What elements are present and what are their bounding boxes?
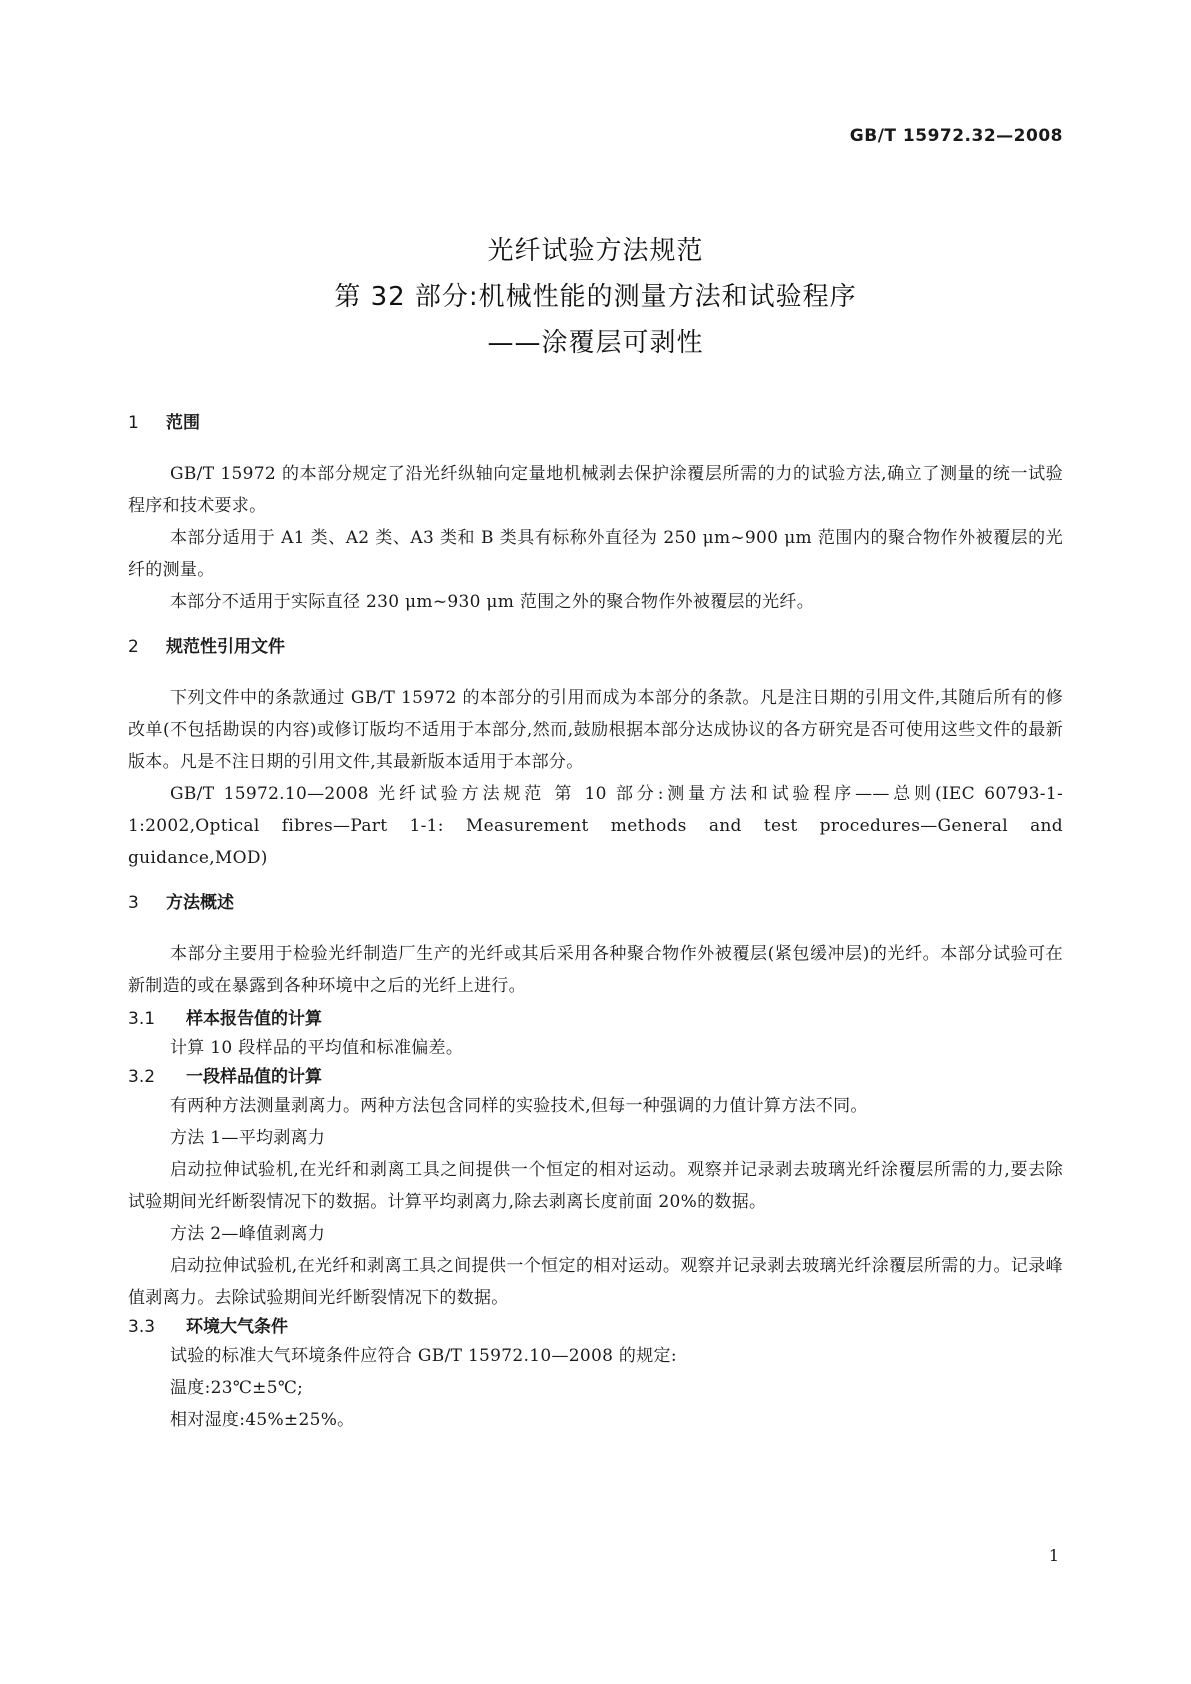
method-2-text: 启动拉伸试验机,在光纤和剥离工具之间提供一个恒定的相对运动。观察并记录剥去玻璃光纤涂覆层所需的力。记录峰值剥离力。去除试验期间光纤断裂情况下的数据。 <box>128 1256 1063 1308</box>
subsection-title: 一段样品值的计算 <box>186 1067 322 1087</box>
method-1-text: 启动拉伸试验机,在光纤和剥离工具之间提供一个恒定的相对运动。观察并记录剥去玻璃光纤涂覆层所需的力,要去除试验期间光纤断裂情况下的数据。计算平均剥离力,除去剥离长度前面 20%的数据。 <box>128 1160 1063 1212</box>
section-title: 方法概述 <box>166 893 234 913</box>
method-1-title: 方法 1—平均剥离力 <box>170 1128 326 1148</box>
document-body <box>128 410 1063 1436</box>
subsection-3-1-heading <box>128 1006 1063 1032</box>
subsection-number: 3.1 <box>128 1009 156 1029</box>
section-title: 规范性引用文件 <box>166 637 285 657</box>
subsection-number: 3.3 <box>128 1317 156 1337</box>
page-number: 1 <box>1048 1546 1059 1565</box>
standard-code: GB/T 15972.32—2008 <box>849 126 1063 146</box>
title-line-3: ——涂覆层可剥性 <box>487 328 704 358</box>
section-number: 1 <box>128 413 139 433</box>
section-number: 2 <box>128 637 139 657</box>
temperature-condition: 温度:23℃±5℃; <box>170 1378 304 1398</box>
paragraph: 本部分主要用于检验光纤制造厂生产的光纤或其后采用各种聚合物作外被覆层(紧包缓冲层)的光纤。本部分试验可在新制造的或在暴露到各种环境中之后的光纤上进行。 <box>128 944 1063 996</box>
section-3-heading <box>128 890 1063 916</box>
paragraph: 试验的标准大气环境条件应符合 GB/T 15972.10—2008 的规定: <box>170 1346 677 1366</box>
paragraph: 本部分不适用于实际直径 230 μm~930 μm 范围之外的聚合物作外被覆层的光纤。 <box>170 592 814 612</box>
paragraph: 下列文件中的条款通过 GB/T 15972 的本部分的引用而成为本部分的条款。凡是注日期的引用文件,其随后所有的修改单(不包括勘误的内容)或修订版均不适用于本部分,然而,鼓励根据本部分达成协议的各方研究是否可使用这些文件的最新版本。凡是不注日期的引用文件,其最新版本适用于本部分。 <box>128 688 1063 772</box>
paragraph: 计算 10 段样品的平均值和标准偏差。 <box>170 1038 464 1058</box>
paragraph: GB/T 15972 的本部分规定了沿光纤纵轴向定量地机械剥去保护涂覆层所需的力的试验方法,确立了测量的统一试验程序和技术要求。 <box>128 464 1063 516</box>
section-number: 3 <box>128 893 139 913</box>
subsection-3-2-heading <box>128 1064 1063 1090</box>
paragraph: 有两种方法测量剥离力。两种方法包含同样的实验技术,但每一种强调的力值计算方法不同。 <box>170 1096 868 1116</box>
normative-reference: GB/T 15972.10—2008 光纤试验方法规范 第 10 部分:测量方法和试验程序——总则(IEC 60793-1-1:2002,Optical fibres—Part 1-1: Measurement methods and test procedures—General and guidance,MOD) <box>128 784 1063 868</box>
method-2-title: 方法 2—峰值剥离力 <box>170 1224 326 1244</box>
document-title <box>0 228 1191 366</box>
subsection-number: 3.2 <box>128 1067 156 1087</box>
title-line-2: 第 32 部分:机械性能的测量方法和试验程序 <box>334 282 857 312</box>
subsection-title: 样本报告值的计算 <box>186 1009 322 1029</box>
paragraph: 本部分适用于 A1 类、A2 类、A3 类和 B 类具有标称外直径为 250 μm~900 μm 范围内的聚合物作外被覆层的光纤的测量。 <box>128 528 1063 580</box>
section-title: 范围 <box>166 413 200 433</box>
section-1-heading <box>128 410 1063 436</box>
humidity-condition: 相对湿度:45%±25%。 <box>170 1410 355 1430</box>
section-2-heading <box>128 634 1063 660</box>
subsection-title: 环境大气条件 <box>186 1317 288 1337</box>
title-line-1: 光纤试验方法规范 <box>487 236 704 266</box>
subsection-3-3-heading <box>128 1314 1063 1340</box>
